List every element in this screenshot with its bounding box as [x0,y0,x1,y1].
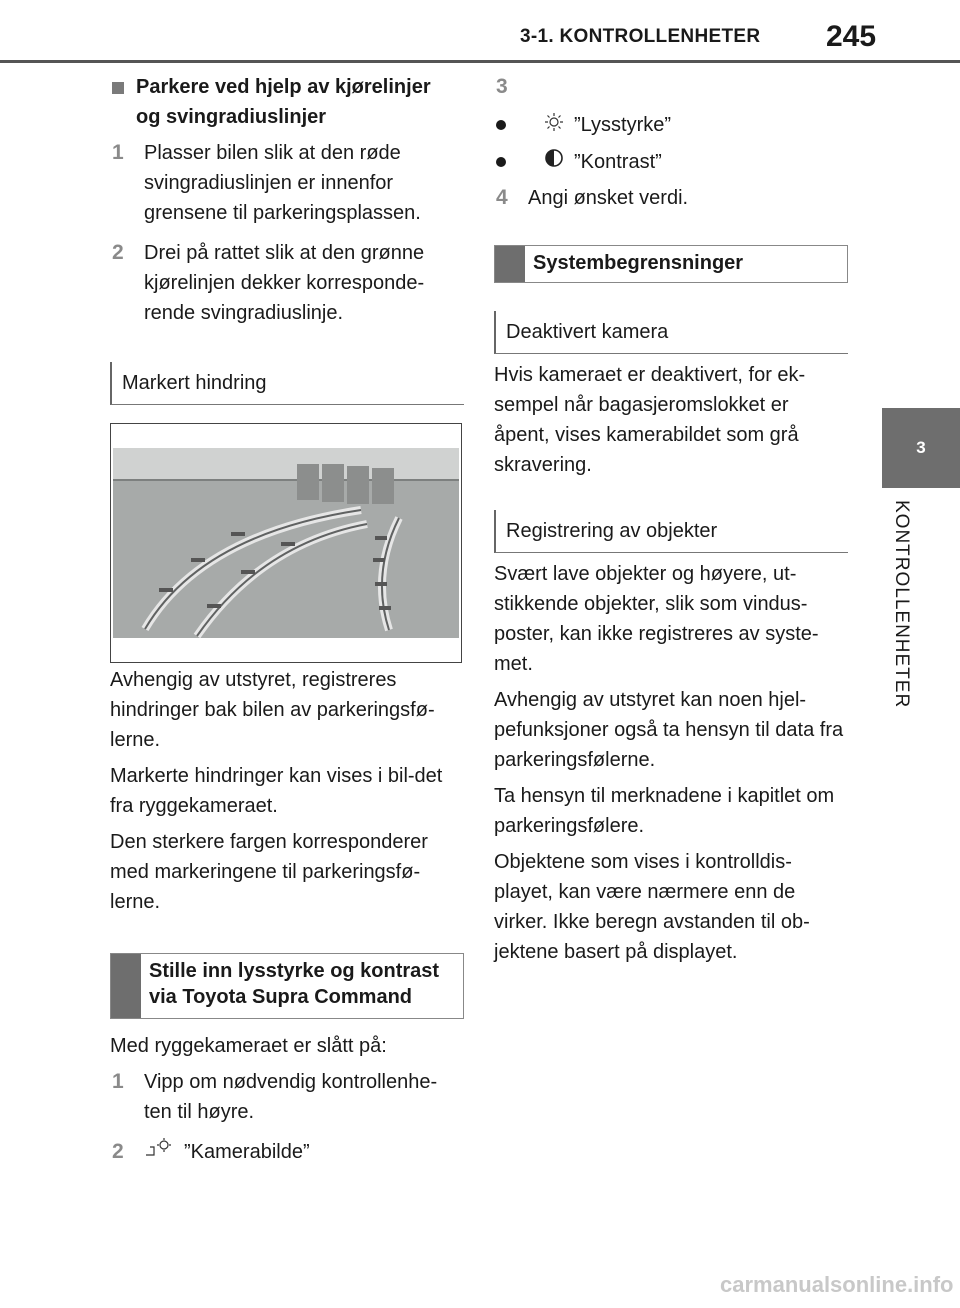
paragraph: Den sterkere fargen korresponderer med markeringene til parkeringsfø-lerne. [110,831,428,913]
step-4 [494,183,848,213]
step-number: 3 [496,75,508,98]
step-text: Vipp om nødvendig kontrollenhe-ten til høyre. [144,1071,438,1123]
watermark: carmanualsonline.info [720,1272,954,1297]
step-text: Drei på rattet slik at den grønne kjørelinjen dekker korresponde-rende svingradiuslinje. [144,242,425,324]
step-number: 1 [112,141,124,164]
step-number: 4 [496,186,508,210]
heading-line-1: Parkere ved hjelp av kjørelinjer [136,76,431,98]
brightness-label: ”Lysstyrke” [574,114,672,136]
bullet-dot [496,157,506,167]
subheading-marked-obstacle: Markert hindring [110,362,464,405]
step-1 [110,138,464,228]
info-box-brightness-contrast [110,953,464,1019]
step-a [110,1067,464,1127]
box-title: Stille inn lysstyrke og kontrast via Toyota Supra Command [149,960,440,1008]
paragraph: Hvis kameraet er deaktivert, for ek-sempel når bagasjeromslokket er åpent, vises kamerabildet som grå skravering. [494,364,806,477]
box-accent-bar [495,246,525,282]
page-number: 245 [826,20,877,53]
paragraph: Avhengig av utstyret kan noen hjel-pefunksjoner også ta hensyn til data fra parkeringsfølerne. [494,689,844,772]
paragraph: Objektene som vises i kontrolldis-playet, kan være nærmere enn de virker. Ikke beregn avstanden til ob-jektene basert på displayet. [494,851,810,964]
subheading-object-detection: Registrering av objekter [494,510,848,553]
camera-image-label: ”Kamerabilde” [184,1141,310,1163]
step-text: Angi ønsket verdi. [528,187,689,210]
paragraph: Svært lave objekter og høyere, ut-stikkende objekter, slik som vindus-poster, kan ikke registreres av syste-met. [494,563,819,676]
box-title: Systembegrensninger [533,252,744,275]
info-box-system-limits [494,245,848,283]
contrast-icon [544,147,564,177]
section-heading [110,72,464,132]
bullet-dot [496,120,506,130]
header-rule [0,60,960,63]
chapter-tab [882,408,960,488]
paragraph: Med ryggekameraet er slått på: [110,1035,387,1057]
chapter-title-vertical: KONTROLLENHETER [891,500,912,709]
section-title: 3-1. KONTROLLENHETER [520,26,761,47]
step-text-line [144,1137,464,1168]
paragraph: Ta hensyn til merknadene i kapitlet om parkeringsfølere. [494,785,835,838]
brightness-icon [544,111,564,141]
step-number: 2 [112,241,124,264]
box-accent-bar [111,954,141,1018]
heading-square-icon [112,82,124,94]
paragraph: Avhengig av utstyret, registreres hindringer bak bilen av parkeringsfø-lerne. [110,669,435,751]
camera-view-illustration [110,423,462,663]
step-3 [494,72,848,102]
chapter-number: 3 [916,438,926,457]
heading-line-2: og svingradiuslinjer [136,106,327,128]
step-text: Plasser bilen slik at den røde svingradiuslinjen er innenfor grensene til parkeringsplassen. [144,142,421,224]
paragraph: Markerte hindringer kan vises i bil-det fra ryggekameraet. [110,765,443,817]
step-2 [110,238,464,328]
step-number: 1 [112,1070,124,1093]
bullet-contrast [494,147,848,178]
camera-view-graphic [111,424,461,662]
left-column [110,72,464,1168]
subheading-disabled-camera: Deaktivert kamera [494,311,848,354]
step-b [110,1137,464,1168]
step-number: 2 [112,1140,124,1163]
contrast-label: ”Kontrast” [574,150,662,173]
camera-settings-icon [144,1137,174,1168]
right-column [494,72,848,967]
bullet-brightness [494,110,848,141]
